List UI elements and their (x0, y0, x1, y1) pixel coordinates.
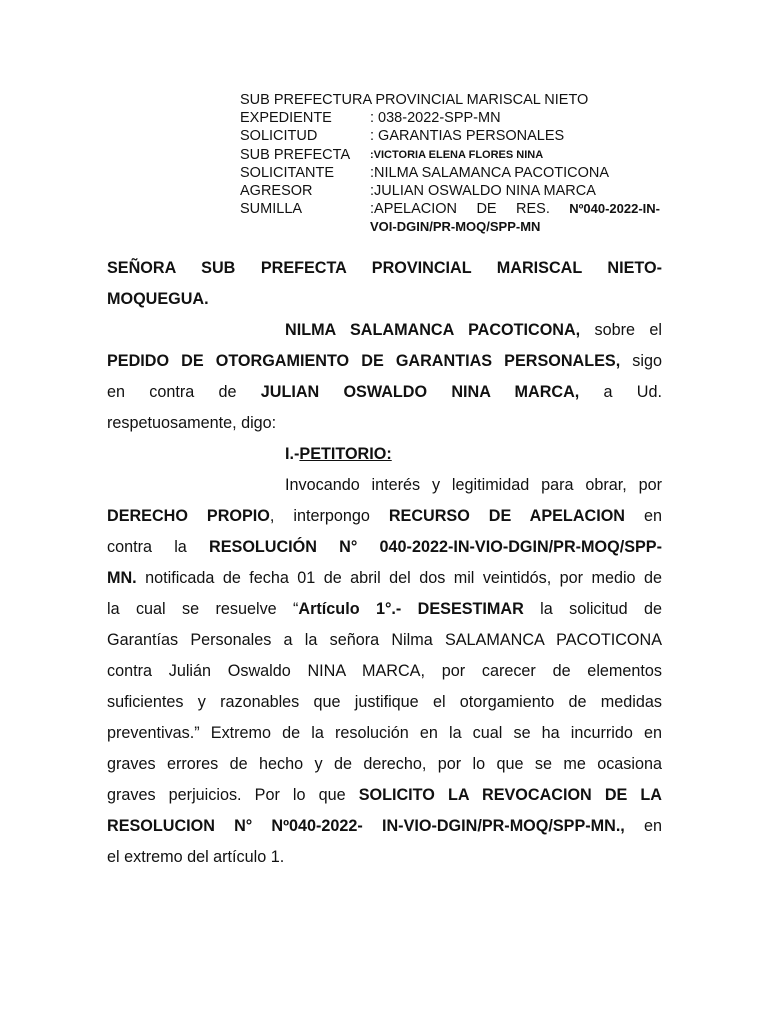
body-text: la cual se resuelve “ (107, 600, 299, 618)
intro-line-1 (107, 315, 662, 346)
header-value: :NILMA SALAMANCA PACOTICONA (370, 164, 610, 181)
petitorio-line-8: suficientes y razonables que justifique el otorgamiento de medidas (107, 693, 662, 711)
header-row-solicitante (240, 164, 670, 182)
header-label: SOLICITANTE (240, 164, 334, 181)
intro-line-3 (107, 377, 662, 408)
header-value: :JULIAN OSWALDO NINA MARCA (370, 182, 596, 199)
resolution-number: RESOLUCION N° Nº040-2022- IN-VIO-DGIN/PR-MOQ/SPP-MN., (107, 817, 625, 835)
body-text: en (624, 817, 662, 835)
petitorio-line-11 (107, 780, 662, 811)
intro-text: sigo (620, 352, 662, 370)
addressee-text: SEÑORA SUB PREFECTA PROVINCIAL MARISCAL NIETO- (107, 259, 662, 277)
addressee-text: MOQUEGUA. (107, 290, 209, 308)
petitorio-line-13: el extremo del artículo 1. (107, 848, 285, 866)
petitorio-line-9: preventivas.” Extremo de la resolución en la cual se ha incurrido en (107, 724, 662, 742)
section-title: PETITORIO: (299, 445, 392, 463)
header-value: :VICTORIA ELENA FLORES NINA (370, 148, 544, 161)
header-row-sumilla (240, 200, 670, 218)
intro-text: en contra de (107, 383, 261, 401)
body-text: en (624, 507, 662, 525)
bold-text: SOLICITO LA REVOCACION DE LA (358, 786, 662, 804)
header-label: AGRESOR (240, 182, 313, 199)
petitorio-line-12 (107, 811, 662, 842)
sumilla-line-2: VOI-DGIN/PR-MOQ/SPP-MN (370, 219, 541, 235)
document-body (107, 253, 662, 873)
header-label: SUMILLA (240, 201, 303, 218)
section-number: I.- (285, 445, 300, 463)
bold-text: DERECHO PROPIO (107, 507, 270, 525)
header-label: SOLICITUD (240, 128, 318, 145)
sumilla-part: DE (476, 201, 497, 218)
petitorio-line-5 (107, 594, 662, 625)
applicant-name: NILMA SALAMANCA PACOTICONA, (285, 321, 581, 339)
intro-line-2 (107, 346, 662, 377)
body-text: la solicitud de (523, 600, 662, 618)
petitorio-line-3 (107, 532, 662, 563)
sumilla-part: RES. (516, 201, 550, 218)
petitorio-line-2 (107, 501, 662, 532)
header-row-sub-prefecta (240, 146, 670, 164)
header-row-agresor (240, 182, 670, 200)
petitorio-line-10: graves errores de hecho y de derecho, por lo que se me ocasiona (107, 755, 662, 773)
addressee-line-2 (107, 284, 662, 315)
bold-text: MN. (107, 569, 137, 587)
body-text: contra la (107, 538, 210, 556)
article-reference: Artículo 1°.- DESESTIMAR (298, 600, 524, 618)
header-label: SUB PREFECTA (240, 146, 351, 163)
sumilla-part: :APELACION (370, 201, 458, 218)
request-title: PEDIDO DE OTORGAMIENTO DE GARANTIAS PERSONALES, (107, 352, 621, 370)
header-value: : GARANTIAS PERSONALES (370, 128, 565, 145)
body-text: , interpongo (269, 507, 389, 525)
resolution-number: RESOLUCIÓN N° 040-2022-IN-VIO-DGIN/PR-MOQ/SPP- (209, 538, 662, 556)
header-row-expediente (240, 109, 670, 127)
header-value: : 038-2022-SPP-MN (370, 110, 501, 127)
header-label: EXPEDIENTE (240, 110, 332, 127)
intro-line-4: respetuosamente, digo: (107, 414, 277, 432)
petitorio-line-1: Invocando interés y legitimidad para obrar, por (285, 476, 662, 494)
header-title-row (240, 91, 670, 109)
header-title: SUB PREFECTURA PROVINCIAL MARISCAL NIETO (240, 92, 589, 108)
petitorio-line-4 (107, 563, 662, 594)
header-row-solicitud (240, 127, 670, 145)
intro-text: sobre el (580, 321, 662, 339)
body-text: graves perjuicios. Por lo que (107, 786, 359, 804)
bold-text: RECURSO DE APELACION (388, 507, 625, 525)
sumilla-value (370, 200, 660, 218)
document-header (240, 91, 670, 237)
sumilla-resolution: Nº040-2022-IN- (569, 201, 660, 217)
addressee-line-1 (107, 253, 662, 284)
intro-text: a Ud. (579, 383, 662, 401)
petitorio-line-6: Garantías Personales a la señora Nilma SALAMANCA PACOTICONA (107, 631, 662, 649)
aggressor-name: JULIAN OSWALDO NINA MARCA, (260, 383, 580, 401)
body-text: notificada de fecha 01 de abril del dos mil veintidós, por medio de (136, 569, 662, 587)
petitorio-line-7: contra Julián Oswaldo NINA MARCA, por carecer de elementos (107, 662, 662, 680)
section-heading (107, 439, 662, 470)
